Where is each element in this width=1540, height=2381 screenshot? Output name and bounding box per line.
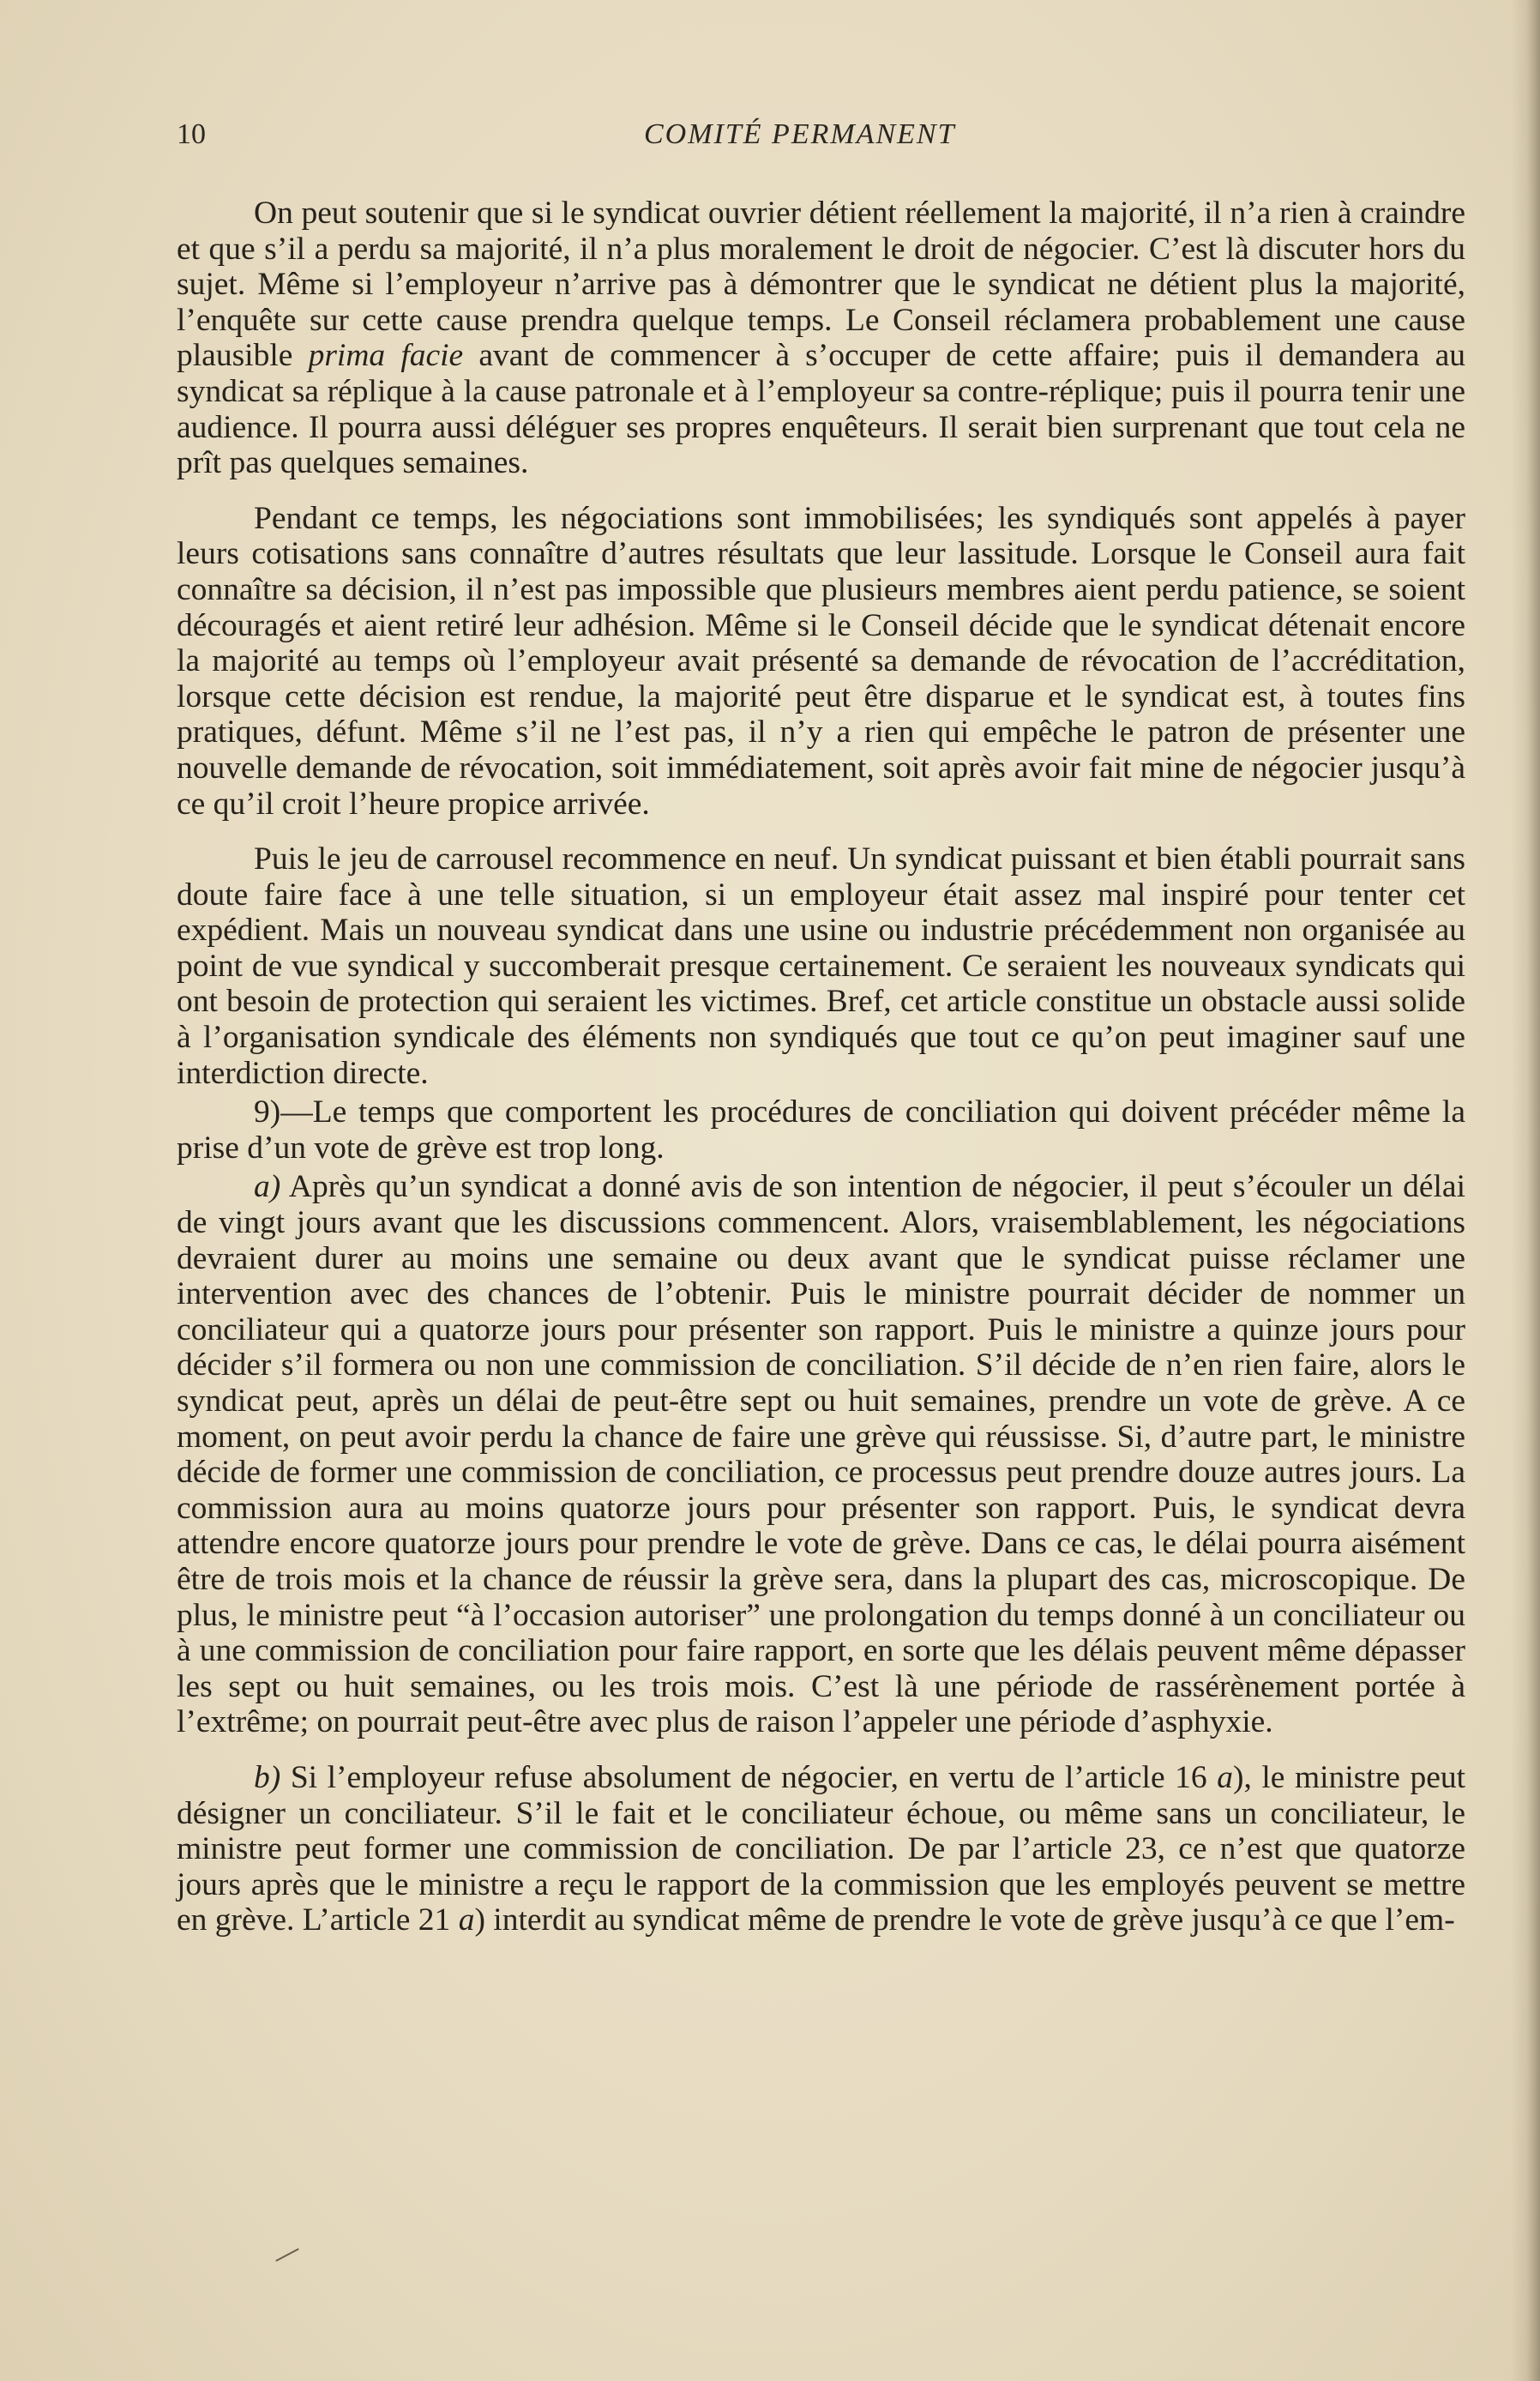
- paragraph-2: Pendant ce temps, les négociations sont immobilisées; les syndiqués sont appelés à payer leurs cotisations sans connaître d’autres résultats que leur lassitude. Lorsque le Conseil aura fait connaître sa décision, il n’est pas impossible que plusieurs membres aient perdu patience, se soient découragés et aient retiré leur adhésion. Même si le Conseil décide que le syndicat détenait encore la majorité au temps où l’employeur avait présenté sa demande de révocation de l’accréditation, lorsque cette décision est rendue, la majorité peut être disparue et le syndicat est, à toutes fins pratiques, défunt. Même s’il ne l’est pas, il n’y a rien qui empêche le patron de présenter une nouvelle demande de révocation, soit immédiatement, soit après avoir fait mine de négocier jusqu’à ce qu’il croit l’heure propice arrivée.: [177, 500, 1465, 822]
- paragraph-point-9b-text-end: ) interdit au syndicat même de prendre le vote de grève jusqu’à ce que l’em-: [474, 1902, 1455, 1938]
- paragraph-point-9a-text: Après qu’un syndicat a donné avis de son intention de négocier, il peut s’écouler un délai de vingt jours avant que les discussions commencent. Alors, vraisemblablement, les négociations devraient durer au moins une semaine ou deux avant que le syndicat puisse réclamer une intervention avec des chances de l’obtenir. Puis le ministre pourrait décider de nommer un conciliateur qui a quatorze jours pour présenter son rapport. Puis le ministre a quinze jours pour décider s’il formera ou non une commission de conciliation. S’il décide de n’en rien faire, alors le syndicat peut, après un délai de peut-être sept ou huit semaines, prendre un vote de grève. A ce moment, on peut avoir perdu la chance de faire une grève qui réussisse. Si, d’autre part, le ministre décide de former une commission de conciliation, ce processus peut prendre douze autres jours. La commission aura au moins quatorze jours pour présenter son rapport. Puis, le syndicat devra attendre encore quatorze jours pour prendre le vote de grève. Dans ce cas, le délai pourra aisément être de trois mois et la chance de réussir la grève sera, dans la plupart des cas, microscopique. De plus, le ministre peut “à l’occasion autoriser” une prolongation du temps donné à un conciliateur ou à une commission de conciliation pour faire rapport, en sorte que les délais peuvent même dépasser les sept ou huit semaines, ou les trois mois. C’est là une période de rassérènement portée à l’extrême; on pourrait peut-être avec plus de raison l’appeler une période d’asphyxie.: [177, 1169, 1465, 1740]
- paragraph-point-9a-label: a): [254, 1169, 281, 1205]
- paragraph-point-9b: [177, 1760, 1465, 1938]
- page-header: [177, 118, 1463, 170]
- running-title: COMITÉ PERMANENT: [644, 118, 956, 150]
- paragraph-point-9b-ref-2: a: [458, 1902, 475, 1938]
- paragraph-point-9b-text-cont: ), le ministre peut désigner un conciliateur. S’il le fait et le conciliateur échoue, ou même sans un conciliateur, le ministre peut former une commission de conciliation. De par l’article 23, ce n’est que quatorze jours après que le ministre a reçu le rapport de la commission que les employés peuvent se mettre en grève. L’article 21: [177, 1759, 1466, 1938]
- paragraph-1-text: On peut soutenir que si le syndicat ouvrier détient réellement la majorité, il n’a rien à craindre et que s’il a perdu sa majorité, il n’a plus moralement le droit de négocier. C’est là discuter hors du sujet. Même si l’employeur n’arrive pas à démontrer que le syndicat ne détient plus la majorité, l’enquête sur cette cause prendra quelque temps. Le Conseil réclamera probablement une cause plausible: [177, 196, 1465, 374]
- page-edge-shadow: [1511, 0, 1540, 2381]
- ink-mark: [275, 2248, 298, 2262]
- page-number: 10: [177, 118, 206, 150]
- paragraph-1-latin-term: prima facie: [308, 338, 464, 374]
- paragraph-1: [177, 196, 1465, 481]
- paragraph-point-9b-text: Si l’employeur refuse absolument de négocier, en vertu de l’article 16: [290, 1759, 1207, 1795]
- paragraph-3: Puis le jeu de carrousel recommence en neuf. Un syndicat puissant et bien établi pourrait sans doute faire face à une telle situation, si un employeur était assez mal inspiré pour tenter cet expédient. Mais un nouveau syndicat dans une usine ou industrie précédemment non organisée au point de vue syndical y succomberait presque certainement. Ce seraient les nouveaux syndicats qui ont besoin de protection qui seraient les victimes. Bref, cet article constitue un obstacle aussi solide à l’organisation syndicale des éléments non syndiqués que tout ce qu’on peut imaginer sauf une interdiction directe.: [177, 841, 1465, 1091]
- paragraph-point-9: 9)—Le temps que comportent les procédures de conciliation qui doivent précéder même la prise d’un vote de grève est trop long.: [177, 1094, 1465, 1166]
- body-text: [177, 196, 1465, 1938]
- paragraph-point-9b-label: b): [254, 1759, 281, 1795]
- paragraph-point-9b-ref-1: a: [1217, 1759, 1233, 1795]
- paragraph-point-9a: [177, 1169, 1465, 1740]
- paragraph-1-text-cont: avant de commencer à s’occuper de cette affaire; puis il demandera au syndicat sa réplique à la cause patronale et à l’employeur sa contre-réplique; puis il pourra tenir une audience. Il pourra aussi déléguer ses propres enquêteurs. Il serait bien surprenant que tout cela ne prît pas quelques semaines.: [177, 338, 1466, 481]
